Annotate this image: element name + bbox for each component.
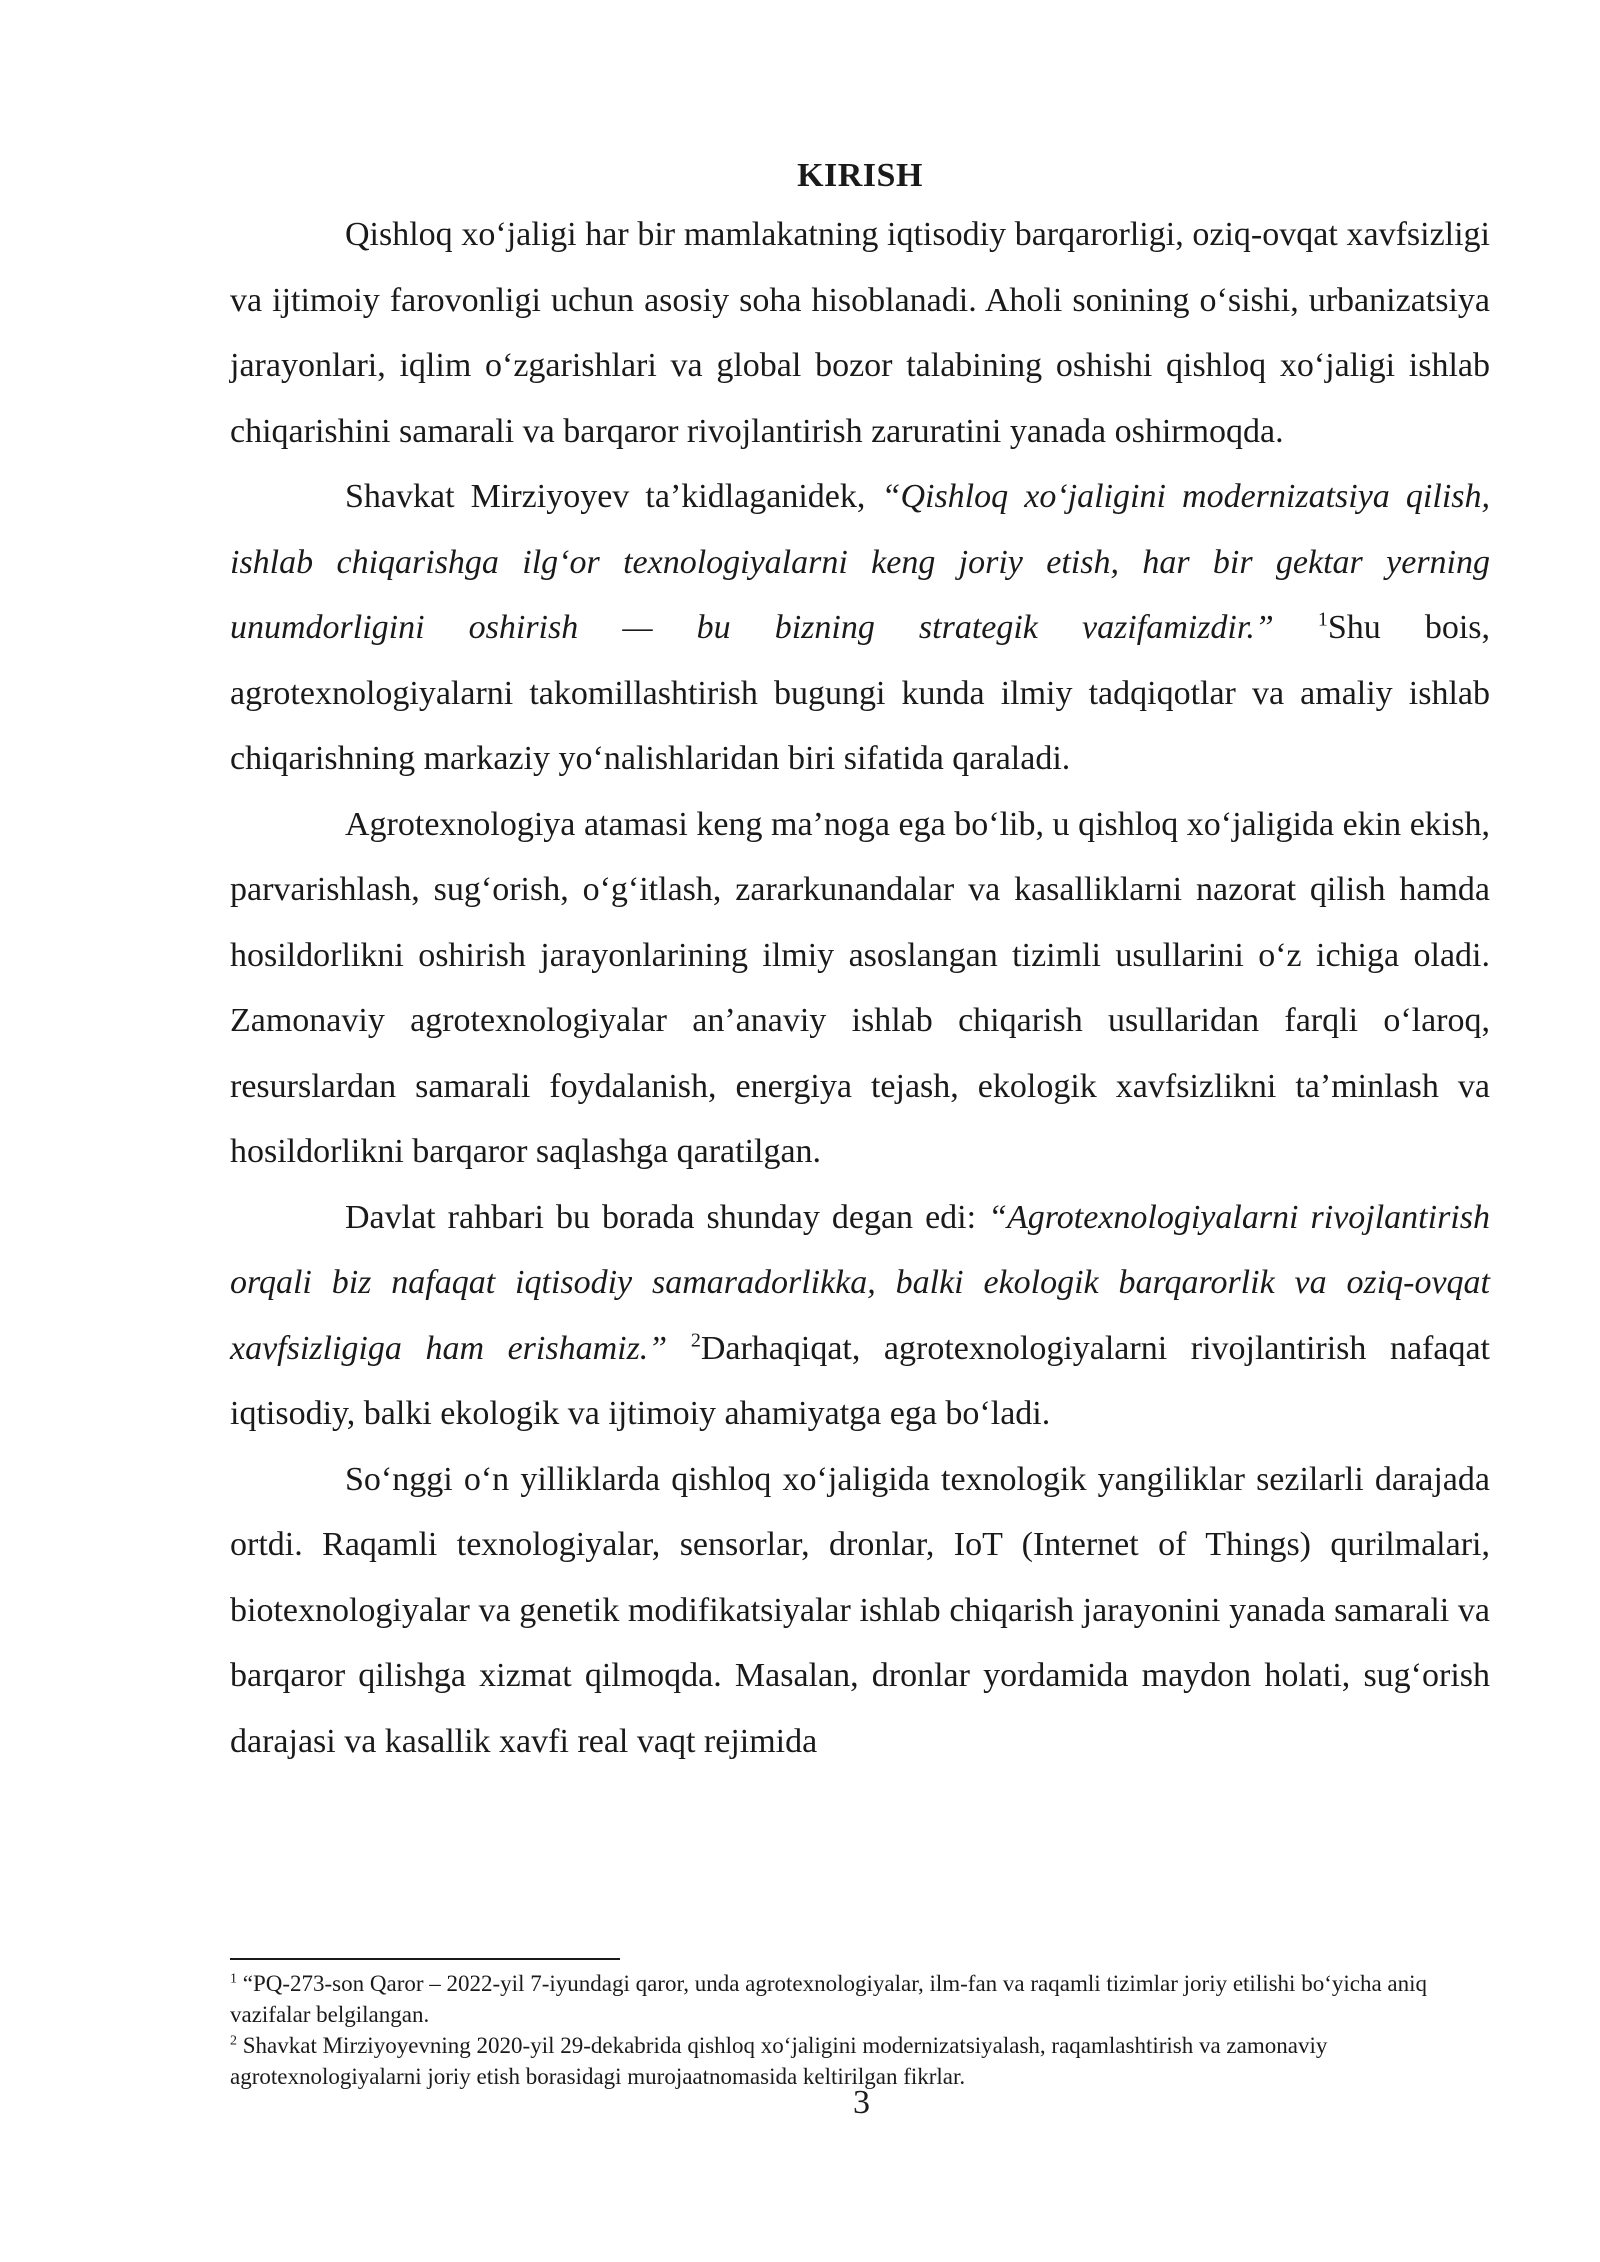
quote-2: “Agrotexnologiyalarni rivojlantirish orqali biz nafaqat iqtisodiy samaradorlikka, balki ekologik barqarorlik va oziq-ovqat xavfsizligiga ham erishamiz.” (230, 1198, 1490, 1367)
paragraph-5: So‘nggi o‘n yilliklarda qishloq xo‘jaligida texnologik yangiliklar sezilarli darajada ortdi. Raqamli texnologiyalar, sensorlar, dronlar, IoT (Internet of Things) qurilmalari, biotexnologiyalar va genetik modifikatsiyalar ishlab chiqarish jarayonini yanada samarali va barqaror qilishga xizmat qilmoqda. Masalan, dronlar yordamida maydon holati, sug‘orish darajasi va kasallik xavfi real vaqt rejimida (230, 1460, 1490, 1760)
paragraph-2 (230, 464, 1490, 792)
page-number: 3 (853, 2084, 870, 2121)
paragraph-2-lead: Shavkat Mirziyoyev ta’kidlaganidek, (345, 478, 882, 515)
footnote-number: 2 (230, 2033, 237, 2049)
paragraph-4 (230, 1185, 1490, 1447)
paragraph-4-tail: Darhaqiqat, agrotexnologiyalarni rivojlantirish nafaqat iqtisodiy, balki ekologik va ijtimoiy ahamiyatga ega bo‘ladi. (230, 1329, 1491, 1432)
page-title: KIRISH (797, 157, 923, 194)
footnote-ref-1[interactable]: 1 (1317, 608, 1328, 631)
document-body (230, 150, 1490, 1774)
footnote-separator (230, 1958, 620, 1960)
footnote-text: “PQ-273-son Qaror – 2022-yil 7-iyundagi qaror, unda agrotexnologiyalar, ilm-fan va raqamli tizimlar joriy etilishi bo‘yicha aniq vazifalar belgilangan. (230, 1971, 1428, 2027)
footnote-text: Shavkat Mirziyoyevning 2020-yil 29-dekabrida qishloq xo‘jaligini modernizatsiyalash, raqamlashtirish va zamonaviy agrotexnologiyalarni joriy etish borasidagi murojaatnomasida keltirilgan fikrlar. (230, 2033, 1328, 2089)
paragraph-2-tail: Shu bois, agrotexnologiyalarni takomillashtirish bugungi kunda ilmiy tadqiqotlar va amaliy ishlab chiqarishning markaziy yo‘nalishlaridan biri sifatida qaraladi. (230, 609, 1491, 777)
paragraph-4-lead: Davlat rahbari bu borada shunday degan edi: (345, 1198, 989, 1236)
quote-1: “Qishloq xo‘jaligini modernizatsiya qilish, ishlab chiqarishga ilg‘or texnologiyalarni keng joriy etish, har bir gektar yerning unumdorligini oshirish — bu bizning strategik vazifamizdir.” (230, 478, 1490, 646)
paragraph-3: Agrotexnologiya atamasi keng ma’noga ega bo‘lib, u qishloq xo‘jaligida ekin ekish, parvarishlash, sug‘orish, o‘g‘itlash, zararkunandalar va kasalliklarni nazorat qilish hamda hosildorlikni oshirish jarayonlarining ilmiy asoslangan tizimli usullarini o‘z ichiga oladi. Zamonaviy agrotexnologiyalar an’anaviy ishlab chiqarish usullaridan farqli o‘laroq, resurslardan samarali foydalanish, energiya tejash, ekologik xavfsizlikni ta’minlash va hosildorlikni barqaror saqlashga qaratilgan. (230, 805, 1490, 1170)
footnote-number: 1 (230, 1971, 237, 1987)
paragraph-1: Qishloq xo‘jaligi har bir mamlakatning iqtisodiy barqarorligi, oziq-ovqat xavfsizligi va ijtimoiy farovonligi uchun asosiy soha hisoblanadi. Aholi sonining o‘sishi, urbanizatsiya jarayonlari, iqlim o‘zgarishlari va global bozor talabining oshishi qishloq xo‘jaligi ishlab chiqarishini samarali va barqaror rivojlantirish zaruratini yanada oshirmoqda. (230, 216, 1490, 450)
footnote-1 (230, 1968, 1490, 2030)
footnote-ref-2[interactable]: 2 (690, 1329, 701, 1352)
footnotes (230, 1968, 1490, 2092)
